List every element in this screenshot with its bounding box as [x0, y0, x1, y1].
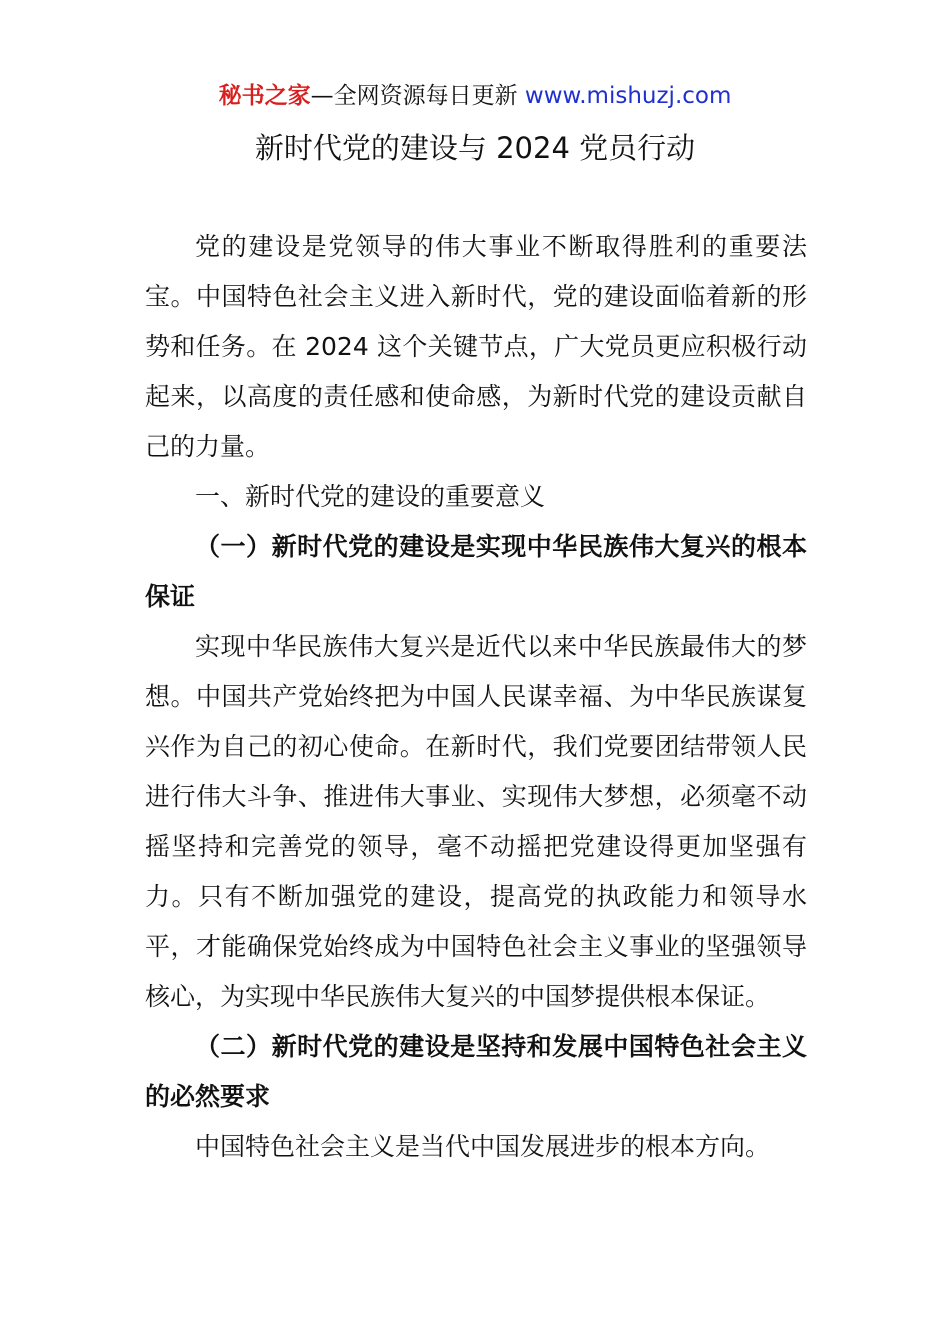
- site-header: [0, 80, 950, 112]
- header-tagline: —全网资源每日更新: [310, 83, 525, 109]
- section-heading: 一、新时代党的建设的重要意义: [195, 482, 546, 511]
- subsection-heading-1: （一）新时代党的建设是实现中华民族伟大复兴的根本保证: [145, 532, 807, 611]
- site-url-link[interactable]: www.mishuzj.com: [524, 83, 732, 109]
- subsection-heading-2: （二）新时代党的建设是坚持和发展中国特色社会主义的必然要求: [145, 1032, 807, 1111]
- document-title: 新时代党的建设与 2024 党员行动: [254, 131, 696, 165]
- body-paragraph: 中国特色社会主义是当代中国发展进步的根本方向。: [195, 1132, 771, 1161]
- intro-paragraph: 党的建设是党领导的伟大事业不断取得胜利的重要法宝。中国特色社会主义进入新时代，党的建设面临着新的形势和任务。在 2024 这个关键节点，广大党员更应积极行动起来，以高度的责任感和使命感，为新时代党的建设贡献自己的力量。: [145, 232, 807, 461]
- body-paragraph: 实现中华民族伟大复兴是近代以来中华民族最伟大的梦想。中国共产党始终把为中国人民谋幸福、为中华民族谋复兴作为自己的初心使命。在新时代，我们党要团结带领人民进行伟大斗争、推进伟大事业、实现伟大梦想，必须毫不动摇坚持和完善党的领导，毫不动摇把党建设得更加坚强有力。只有不断加强党的建设，提高党的执政能力和领导水平，才能确保党始终成为中国特色社会主义事业的坚强领导核心，为实现中华民族伟大复兴的中国梦提供根本保证。: [145, 632, 807, 1011]
- brand-name: 秘书之家: [218, 83, 311, 109]
- document-body: [145, 222, 807, 1172]
